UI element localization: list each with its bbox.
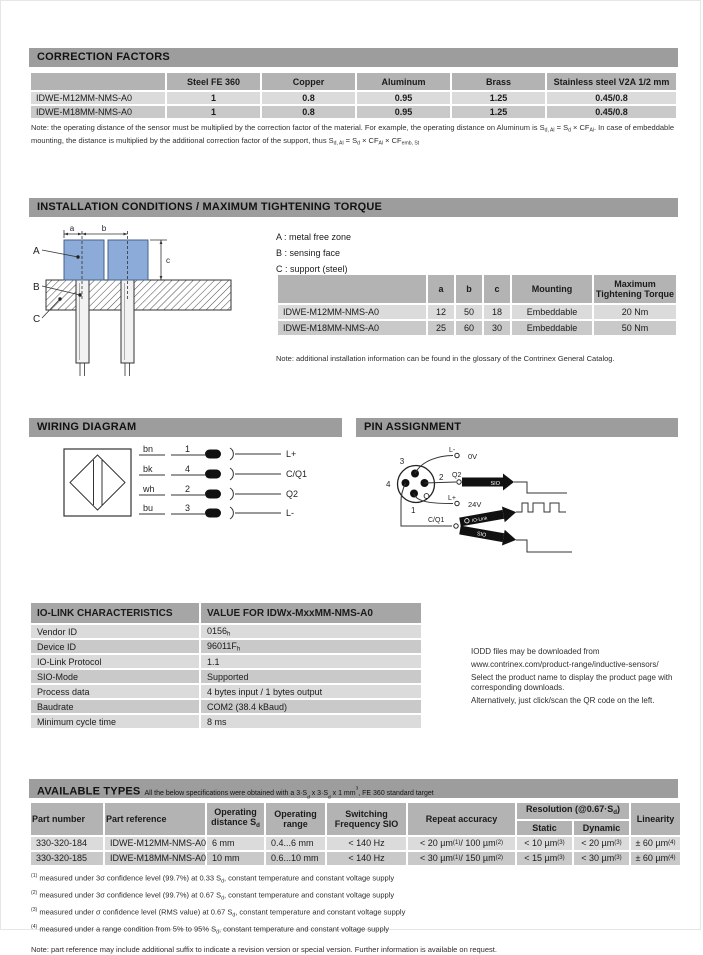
section-title-available-types — [29, 779, 678, 801]
cell-value: 0.4...6 mm — [266, 837, 325, 850]
header-cell: Steel FE 360 — [167, 73, 260, 90]
available-types-table — [29, 801, 682, 867]
pin2-label: 2 — [439, 473, 444, 482]
cell-value: 1 — [167, 92, 260, 104]
table-row — [31, 655, 421, 668]
header-cell: Stainless steel V2A 1/2 mm — [547, 73, 676, 90]
table-row — [31, 700, 421, 713]
header-cell: Copper — [262, 73, 355, 90]
table-row — [31, 670, 421, 683]
cell-value: < 20 µm$^{(1)}$/ 100 µm$^{(2)}$ — [408, 837, 515, 850]
cell-value: ± 60 µm$^{(4)}$ — [631, 837, 680, 850]
iolink-table — [29, 601, 423, 730]
iodd-note-line: Select the product name to display the product page with corresponding downloads. — [471, 673, 673, 692]
wire-row — [139, 484, 298, 500]
part-number-cell: 330-320-185 — [31, 852, 103, 865]
cell-value: 10 mm — [207, 852, 264, 865]
pin4-label: 4 — [386, 480, 391, 489]
cell-value: < 140 Hz — [327, 852, 406, 865]
wire-color-label: bn — [143, 444, 154, 454]
header-cell: Part reference — [105, 803, 205, 835]
iodd-download-note — [471, 647, 703, 709]
socket-icon — [230, 507, 233, 519]
signal-label: C/Q1 — [286, 469, 308, 479]
cell-value: COM2 (38.4 kBaud) — [201, 700, 421, 713]
installation-legend — [276, 229, 351, 277]
pin-number-label: 1 — [185, 444, 191, 454]
cell-value: < 30 µm$^{(1)}$/ 150 µm$^{(2)}$ — [408, 852, 515, 865]
cell-value: < 15 µm$^{(3)}$ — [517, 852, 572, 865]
svg-text:IO-Link: IO-Link — [471, 516, 488, 525]
cell-value: $96011F_h$ — [201, 640, 421, 653]
table-row — [278, 305, 676, 319]
metal-free-zone-shape — [64, 240, 104, 280]
wire-row — [139, 464, 307, 480]
footnote: $^{(1)}$ measured under 3σ confidence level (99.7%) at 0.33 $S_d$, constant temperature and constant voltage supply — [31, 872, 395, 885]
section-title-pin-assignment: PIN ASSIGNMENT — [356, 418, 678, 437]
row-label: Baudrate — [31, 700, 199, 713]
table-row — [31, 852, 680, 865]
zero-v-label: 0V — [468, 452, 478, 461]
header-cell — [31, 73, 165, 90]
row-label: IDWE-M12MM-NMS-A0 — [31, 92, 165, 104]
header-cell: Operating range — [266, 803, 325, 835]
cell-value: 4 bytes input / 1 bytes output — [201, 685, 421, 698]
callout-c-label: C — [33, 314, 41, 325]
header-cell: Maximum Tightening Torque — [594, 275, 676, 303]
available-types-subtitle: All the below specifications were obtained with a $3\cdot S_d$ x $3\cdot S_d$ x 1 $mm^3$, FE 360 standard target — [144, 786, 434, 801]
header-cell: Aluminum — [357, 73, 450, 90]
header-cell: b — [456, 275, 482, 303]
io-link-waveform — [516, 503, 566, 512]
row-label: IDWE-M18MM-NMS-A0 — [278, 321, 426, 335]
q2-label: Q2 — [452, 472, 462, 479]
installation-diagram — [31, 223, 263, 395]
signal-waveform — [516, 540, 572, 552]
dim-b-label: b — [101, 224, 107, 233]
cell-value: 12 — [428, 305, 454, 319]
cell-value: 0.6...10 mm — [266, 852, 325, 865]
wire-row — [139, 444, 296, 460]
pin-assignment-diagram — [356, 441, 676, 566]
l-minus-label: L- — [449, 447, 456, 454]
dim-a-label: a — [69, 224, 75, 233]
table-row — [31, 640, 421, 653]
footnote: $^{(4)}$ measured under a range condition from 5% to 95% $S_d$, constant temperature and constant voltage supply — [31, 923, 390, 936]
table-header-row — [31, 803, 680, 819]
header-cell: Linearity — [631, 803, 680, 835]
cell-value: 0.95 — [357, 92, 450, 104]
socket-icon — [230, 468, 233, 480]
cell-value: 8 ms — [201, 715, 421, 728]
cell-value: Embeddable — [512, 321, 592, 335]
cell-value: 1.25 — [452, 92, 545, 104]
connector-plug-icon — [205, 450, 221, 459]
available-types-section — [29, 779, 678, 955]
row-label: Device ID — [31, 640, 199, 653]
header-cell: VALUE FOR IDWx-MxxMM-NMS-A0 — [201, 603, 421, 623]
cell-value: 30 — [484, 321, 510, 335]
row-label: Minimum cycle time — [31, 715, 199, 728]
correction-factors-section — [29, 48, 678, 149]
table-row — [31, 685, 421, 698]
wire-color-label: wh — [143, 484, 155, 494]
iodd-note-line: IODD files may be downloaded from — [471, 647, 600, 656]
header-cell: Brass — [452, 73, 545, 90]
part-reference-cell: IDWE-M12MM-NMS-A0 — [105, 837, 205, 850]
row-label: Vendor ID — [31, 625, 199, 638]
installation-section — [29, 198, 678, 402]
callout-b-label: B — [33, 282, 40, 293]
header-cell: Switching Frequency SIO — [327, 803, 406, 835]
iodd-url-text: www.contrinex.com/product-range/inductive-sensors/ — [471, 660, 659, 669]
available-types-title: AVAILABLE TYPES — [37, 785, 141, 798]
pin-number-label: 3 — [185, 503, 191, 513]
svg-text:SIO: SIO — [490, 481, 500, 487]
cell-value: $0156_h$ — [201, 625, 421, 638]
part-number-cell: 330-320-184 — [31, 837, 103, 850]
iodd-note-line: Alternatively, just click/scan the QR code on the left. — [471, 696, 655, 705]
header-cell: c — [484, 275, 510, 303]
cell-value: 1.25 — [452, 106, 545, 118]
cell-value: < 10 µm$^{(3)}$ — [517, 837, 572, 850]
pin3-label: 3 — [399, 457, 405, 466]
pin-assignment-section — [356, 418, 678, 539]
installation-table — [276, 273, 678, 337]
cell-value: < 20 µm$^{(3)}$ — [574, 837, 629, 850]
table-row — [31, 106, 676, 118]
wire-color-label: bk — [143, 464, 153, 474]
cell-value: Embeddable — [512, 305, 592, 319]
callout-a-label: A — [33, 246, 40, 257]
table-row — [31, 625, 421, 638]
cell-value: 18 — [484, 305, 510, 319]
sio-arrow-icon — [459, 522, 518, 548]
l-plus-label: L+ — [448, 495, 456, 502]
header-cell: IO-LINK CHARACTERISTICS — [31, 603, 199, 623]
table-row — [278, 321, 676, 335]
row-label: IO-Link Protocol — [31, 655, 199, 668]
signal-label: L+ — [286, 449, 297, 459]
available-types-note: Note: part reference may include additional suffix to indicate a revision version or special version. Further information is available on request. — [31, 944, 497, 954]
keyway-dot — [424, 494, 429, 499]
cell-value: 0.8 — [262, 106, 355, 118]
cell-value: 50 — [456, 305, 482, 319]
header-cell — [278, 275, 426, 303]
cell-value: 50 Nm — [594, 321, 676, 335]
header-cell: Dynamic — [574, 821, 629, 835]
connector-plug-icon — [205, 509, 221, 518]
cell-value: < 30 µm$^{(3)}$ — [574, 852, 629, 865]
cell-value: Supported — [201, 670, 421, 683]
footnote: $^{(3)}$ measured under σ confidence level (RMS value) at 0.67 $S_d$, constant temperature and constant voltage supply — [31, 906, 406, 919]
metal-free-zone-shape — [108, 240, 148, 280]
part-reference-cell: IDWE-M18MM-NMS-A0 — [105, 852, 205, 865]
cell-value: 0.8 — [262, 92, 355, 104]
signal-label: L- — [286, 508, 295, 518]
cq1-label: C/Q1 — [428, 517, 445, 524]
cell-value: 1.1 — [201, 655, 421, 668]
installation-body — [29, 217, 678, 402]
socket-icon — [230, 448, 233, 460]
section-title-correction-factors: CORRECTION FACTORS — [29, 48, 678, 67]
cell-value: 0.45/0.8 — [547, 106, 676, 118]
header-cell: a — [428, 275, 454, 303]
sensor-symbol — [64, 449, 131, 516]
legend-line: C : support (steel) — [276, 264, 348, 274]
table-header-row — [31, 73, 676, 90]
table-header-row — [278, 275, 676, 303]
header-cell: Static — [517, 821, 572, 835]
pin-number-label: 2 — [185, 484, 191, 494]
correction-factors-table — [29, 71, 678, 120]
legend-line: B : sensing face — [276, 248, 341, 258]
section-title-installation: INSTALLATION CONDITIONS / MAXIMUM TIGHTENING TORQUE — [29, 198, 678, 217]
cell-value: 20 Nm — [594, 305, 676, 319]
wire-color-label: bu — [143, 503, 154, 513]
signal-waveform — [514, 482, 567, 493]
header-cell: Operating distance $S_d$ — [207, 803, 264, 835]
cell-value: 60 — [456, 321, 482, 335]
svg-text:SIO: SIO — [476, 531, 487, 539]
table-row — [31, 92, 676, 104]
iolink-section — [29, 601, 678, 730]
row-label: IDWE-M12MM-NMS-A0 — [278, 305, 426, 319]
footnote: $^{(2)}$ measured under 3σ confidence level (99.7%) at 0.67 $S_d$, constant temperature and constant voltage supply — [31, 889, 395, 902]
pin-number-label: 4 — [185, 464, 191, 474]
cell-value: 0.45/0.8 — [547, 92, 676, 104]
cell-value: 0.95 — [357, 106, 450, 118]
row-label: Process data — [31, 685, 199, 698]
cell-value: ± 60 µm$^{(4)}$ — [631, 852, 680, 865]
v24-label: 24V — [468, 500, 482, 509]
support-steel-shape — [46, 280, 231, 310]
table-row — [31, 837, 680, 850]
section-title-wiring: WIRING DIAGRAM — [29, 418, 342, 437]
correction-factors-note: Note: the operating distance of the sensor must be multiplied by the correction factor of the material. For example, the operating distance on Aluminum is $S_{d, Al} = S_d \times CF_{Al}$. In case of embeddable mounting, the distance is multiplied by the additional correction factor of the support, thus $S_{d, Al} = S_d \times CF_{Al} \times CF_{emb, St}$ — [31, 123, 675, 147]
header-cell: Repeat accuracy — [408, 803, 515, 835]
table-header-row — [31, 603, 421, 623]
connector-plug-icon — [205, 490, 221, 499]
wiring-diagram-svg — [59, 444, 359, 527]
header-cell-resolution-group: Resolution $(@0.67\cdot S_d)$ — [517, 803, 629, 819]
table-row — [31, 715, 421, 728]
header-cell: Part number — [31, 803, 103, 835]
row-label: SIO-Mode — [31, 670, 199, 683]
socket-icon — [230, 488, 233, 500]
pin1-label: 1 — [411, 506, 416, 515]
cell-value: 25 — [428, 321, 454, 335]
header-cell: Mounting — [512, 275, 592, 303]
sensor-barrel — [121, 280, 134, 376]
installation-note: Note: additional installation information can be found in the glossary of the Contrinex General Catalog. — [276, 354, 615, 363]
dim-c-label: c — [166, 256, 170, 265]
cell-value: < 140 Hz — [327, 837, 406, 850]
wiring-section — [29, 418, 342, 518]
cell-value: 1 — [167, 106, 260, 118]
legend-line: A : metal free zone — [276, 232, 352, 242]
connector-plug-icon — [205, 470, 221, 479]
row-label: IDWE-M18MM-NMS-A0 — [31, 106, 165, 118]
sio-arrow-icon — [462, 474, 514, 491]
wire-row — [139, 503, 294, 519]
signal-label: Q2 — [286, 489, 299, 499]
cell-value: 6 mm — [207, 837, 264, 850]
